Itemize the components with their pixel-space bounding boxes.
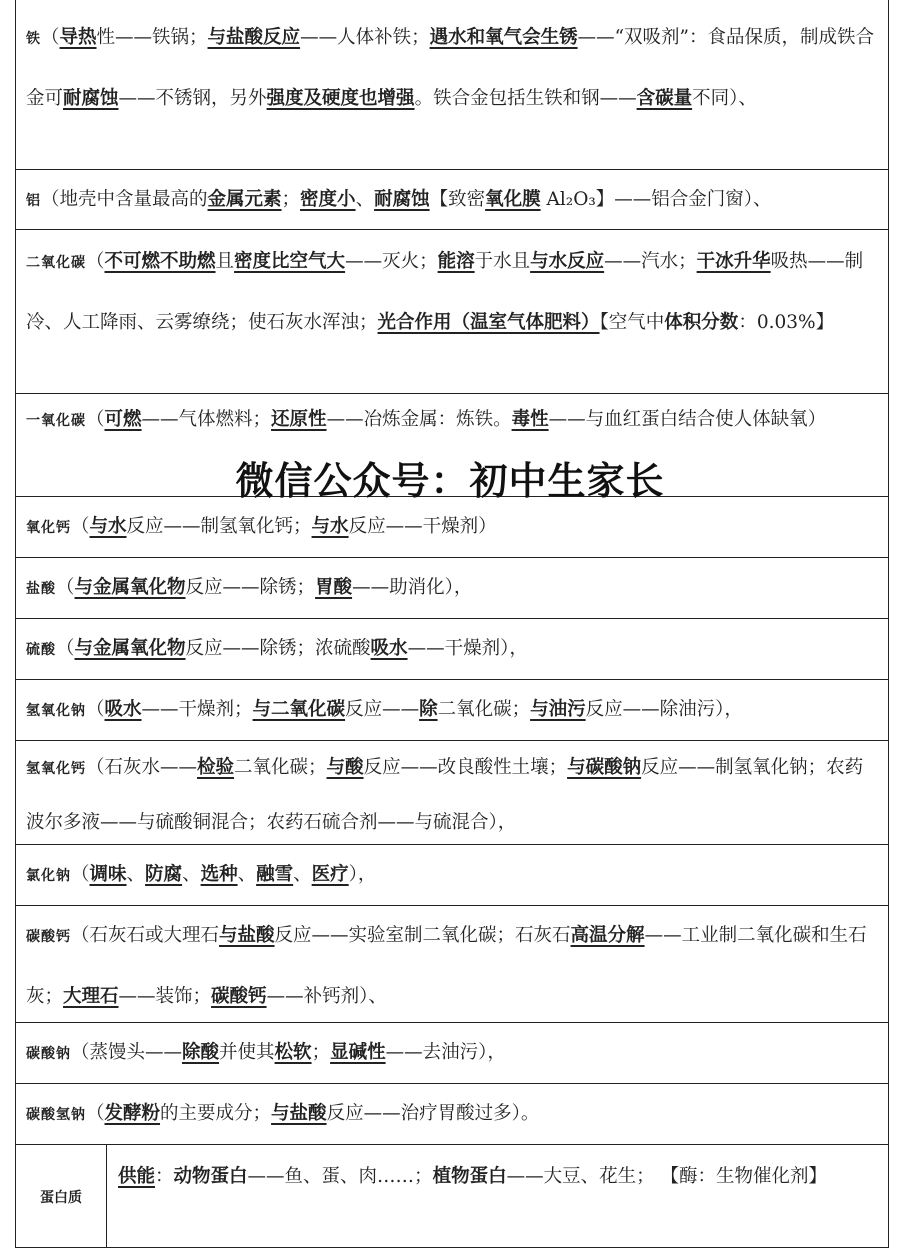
text-fragment: 反应——干燥剂） [348,516,497,537]
text-fragment: Al₂O₃】——铝合金门窗）、 [540,189,772,210]
row-text [26,8,878,129]
row-text [26,906,878,1027]
keyword: 耐腐蚀 [374,189,430,210]
keyword: 高温分解 [570,925,645,946]
text-fragment: 于水且 [474,251,531,272]
keyword: 不可燃不助燃 [104,251,216,272]
text-fragment: 吸热——制冷、人工降雨、云雾缭绕；使石灰水浑浊； [26,251,864,333]
row-sodium-chloride [16,845,888,906]
text-fragment: ——工业制二氧化碳和生石灰； [26,925,867,1007]
row-text [26,619,878,680]
text-fragment: 的主要成分； [160,1103,272,1124]
keyword: 导热 [59,27,97,48]
protein-text [118,1149,878,1205]
text-fragment: ——灭火； [345,251,438,272]
row-text [26,558,878,619]
text-fragment: （ [71,516,90,537]
substance-label: 氧化钙 [26,520,71,536]
keyword: 毒性 [511,409,549,430]
keyword: 与碳酸钠 [567,757,642,778]
keyword: 氧化膜 [485,189,541,210]
row-text [26,680,878,741]
text-fragment: 不同）、 [692,88,757,109]
text-fragment: 、 [355,189,375,210]
text-fragment: ——“双吸剂”：食品保质，制成铁合金可 [26,27,875,109]
row-sodium-bicarbonate [16,1084,888,1145]
keyword: 还原性 [271,409,327,430]
keyword: 医疗 [311,864,349,885]
keyword: 与盐酸 [219,925,275,946]
text-fragment: （石灰石或大理石 [71,925,220,946]
row-calcium-hydroxide [16,741,888,845]
text-fragment: （ [71,864,90,885]
keyword: 动物蛋白 [173,1166,248,1187]
substance-label: 碳酸钠 [26,1046,71,1062]
keyword: 含碳量 [636,88,693,109]
text-fragment: 反应——除油污）， [585,699,743,720]
text-fragment: 反应——治疗胃酸过多）。 [326,1103,540,1124]
keyword: 选种 [200,864,238,885]
text-fragment: ——干燥剂）， [407,638,528,659]
keyword: 与金属氧化物 [74,638,186,659]
text-fragment: （ [86,409,105,430]
text-fragment: ）， [348,864,377,885]
keyword: 检验 [197,757,235,778]
text-fragment: （ [86,699,105,720]
text-fragment: ——补钙剂）、 [266,986,387,1007]
row-sodium-hydroxide [16,680,888,741]
text-fragment: 【空气中 [599,312,665,333]
text-fragment: 反应—— [345,699,420,720]
keyword: 防腐 [145,864,183,885]
text-fragment: （蒸馒头—— [71,1042,183,1063]
keyword: 胃酸 [315,577,353,598]
keyword: 调味 [89,864,127,885]
text-fragment: ——鱼、蛋、肉……； [247,1166,433,1187]
substance-label: 氢氧化钙 [26,761,86,777]
keyword: 遇水和氧气会生锈 [429,27,578,48]
row-text [26,232,878,353]
text-fragment: 二氧化碳； [437,699,531,720]
text-fragment: 反应——实验室制二氧化碳；石灰石 [274,925,571,946]
text-fragment: 反应——制氢氧化钠；农药波尔多液——与硫酸铜混合；农药石硫合剂——与硫混合）， [26,757,864,833]
keyword: 吸水 [370,638,408,659]
text-fragment: ； [281,189,301,210]
keyword: 体积分数 [664,312,739,333]
text-fragment: ——气体燃料； [141,409,272,430]
keyword: 显碱性 [330,1042,386,1063]
substance-label: 硫酸 [26,642,56,658]
row-iron [16,0,888,170]
keyword: 植物蛋白 [432,1166,507,1187]
text-fragment: 、 [293,864,312,885]
keyword: 光合作用（温室气体肥料） [377,312,600,333]
row-sodium-carbonate [16,1023,888,1084]
keyword: 耐腐蚀 [63,88,119,109]
text-fragment: ——汽水； [604,251,697,272]
row-text [26,497,878,558]
row-text [26,1084,878,1145]
text-fragment: 、 [182,864,201,885]
text-fragment: ； [311,1042,331,1063]
row-aluminum [16,170,888,230]
text-fragment: （石灰水—— [86,757,198,778]
text-fragment: ——大豆、花生； 【酶：生物催化剂】 [506,1166,827,1187]
text-fragment: ——干燥剂； [141,699,253,720]
text-fragment: （ [86,251,105,272]
row-sulfuric-acid [16,619,888,680]
keyword: 碳酸钙 [211,986,267,1007]
notes-table [15,0,889,1248]
text-fragment: ——冶炼金属：炼铁。 [326,409,512,430]
text-fragment: 反应——制氢氧化钙； [126,516,312,537]
text-fragment: 、 [126,864,146,885]
keyword: 密度比空气大 [234,251,346,272]
text-fragment: ——人体补铁； [300,27,430,48]
text-fragment: 二氧化碳； [234,757,327,778]
text-fragment: ——不锈钢，另外 [118,88,267,109]
keyword: 与水 [311,516,349,537]
text-fragment: ——去油污）， [385,1042,506,1063]
substance-label: 碳酸钙 [26,929,71,945]
substance-label: 铁 [26,31,41,47]
row-text [26,1023,878,1084]
keyword: 供能 [118,1166,156,1187]
text-fragment: ——装饰； [118,986,212,1007]
keyword: 吸水 [104,699,142,720]
substance-label: 二氧化碳 [26,255,86,271]
row-carbon-dioxide [16,230,888,394]
keyword: 与二氧化碳 [252,699,346,720]
row-text [26,170,878,231]
text-fragment: 、 [237,864,257,885]
text-fragment: 反应——除锈；浓硫酸 [185,638,371,659]
keyword: 密度小 [300,189,356,210]
keyword: 与金属氧化物 [74,577,186,598]
keyword: 除酸 [182,1042,220,1063]
substance-label: 盐酸 [26,581,56,597]
keyword: 干冰升华 [696,251,771,272]
row-calcium-carbonate [16,906,888,1023]
text-fragment: 性——铁锅； [96,27,208,48]
substance-label: 碳酸氢钠 [26,1107,86,1123]
keyword: 金属元素 [207,189,282,210]
text-fragment: （ [56,577,75,598]
row-text [26,741,878,850]
substance-label: 一氧化碳 [26,413,86,429]
keyword: 除 [419,699,438,720]
text-fragment: 反应——改良酸性土壤； [363,757,568,778]
text-fragment: （地壳中含量最高的 [41,189,208,210]
text-fragment: 。铁合金包括生铁和钢—— [414,88,637,109]
substance-label: 氢氧化钠 [26,703,86,719]
row-hydrochloric-acid [16,558,888,619]
text-fragment: （ [86,1103,105,1124]
keyword: 与油污 [530,699,586,720]
row-text [26,845,878,906]
keyword: 与水 [89,516,127,537]
watermark: 微信公众号：初中生家长 [235,459,665,503]
text-fragment: 【致密 [429,189,486,210]
keyword: 能溶 [437,251,475,272]
text-fragment: （ [41,27,60,48]
row-protein [16,1145,888,1248]
keyword: 融雪 [256,864,294,885]
keyword: 与盐酸反应 [207,27,301,48]
text-fragment: ——助消化）， [352,577,473,598]
substance-label: 铝 [26,193,41,209]
keyword: 发酵粉 [104,1103,161,1124]
text-fragment: ：0.03%】 [738,312,835,333]
keyword: 强度及硬度也增强 [266,88,415,109]
text-fragment: ——与血红蛋白结合使人体缺氧） [548,409,827,430]
substance-label: 氯化钠 [26,868,71,884]
keyword: 与水反应 [530,251,605,272]
text-fragment: 且 [215,251,235,272]
keyword: 与盐酸 [271,1103,327,1124]
keyword: 大理石 [63,986,119,1007]
text-fragment: 反应——除锈； [185,577,316,598]
keyword: 可燃 [104,409,142,430]
row-calcium-oxide [16,497,888,558]
text-fragment: ： [155,1166,174,1187]
row-text [26,394,878,447]
text-fragment: 并使其 [219,1042,275,1063]
protein-label: 蛋白质 [16,1145,107,1248]
text-fragment: （ [56,638,75,659]
keyword: 松软 [274,1042,312,1063]
keyword: 与酸 [326,757,364,778]
